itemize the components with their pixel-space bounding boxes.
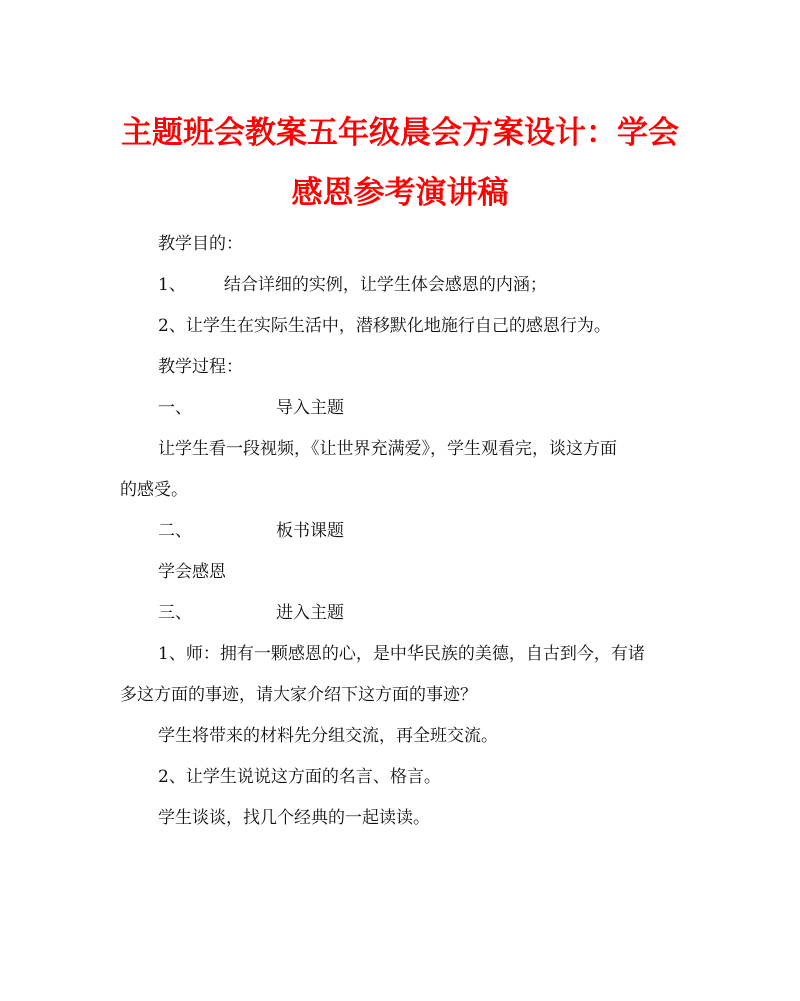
document-title-line-2: 感恩参考演讲稿: [291, 175, 509, 211]
section-1-paragraph-line-1: 让学生看一段视频，《让世界充满爱》，学生观看完，谈这方面: [158, 439, 617, 459]
process-heading: 教学过程：: [158, 357, 243, 377]
section-3-title: 进入主题: [276, 603, 344, 623]
objective-1-text: 结合详细的实例，让学生体会感恩的内涵；: [223, 275, 547, 295]
section-3-item-2: 2、让学生说说这方面的名言、格言。: [158, 767, 441, 787]
objective-1: [158, 274, 547, 296]
section-1-heading: [158, 397, 344, 419]
section-2-heading: [158, 520, 344, 542]
section-3-number: 三、: [158, 603, 192, 623]
section-2-content: 学会感恩: [158, 562, 226, 582]
section-3-heading: [158, 602, 344, 624]
section-1-title: 导入主题: [276, 398, 344, 418]
section-1-paragraph-line-2: 的感受。: [120, 480, 188, 500]
objective-heading: 教学目的：: [158, 234, 243, 254]
section-3-item-1-followup: 学生将带来的材料先分组交流，再全班交流。: [158, 726, 498, 746]
section-3-item-1-line-1: 1、师：拥有一颗感恩的心，是中华民族的美德，自古到今，有诸: [158, 644, 645, 664]
document-title-line-1: 主题班会教案五年级晨会方案设计：学会: [121, 115, 679, 151]
objective-1-number: 1、: [158, 275, 186, 295]
section-2-number: 二、: [158, 521, 192, 541]
section-1-number: 一、: [158, 398, 192, 418]
section-3-item-2-followup: 学生谈谈，找几个经典的一起读读。: [158, 808, 430, 828]
section-3-item-1-line-2: 多这方面的事迹，请大家介绍下这方面的事迹？: [120, 685, 477, 705]
objective-2: 2、让学生在实际生活中，潜移默化地施行自己的感恩行为。: [158, 316, 611, 336]
section-2-title: 板书课题: [276, 521, 344, 541]
